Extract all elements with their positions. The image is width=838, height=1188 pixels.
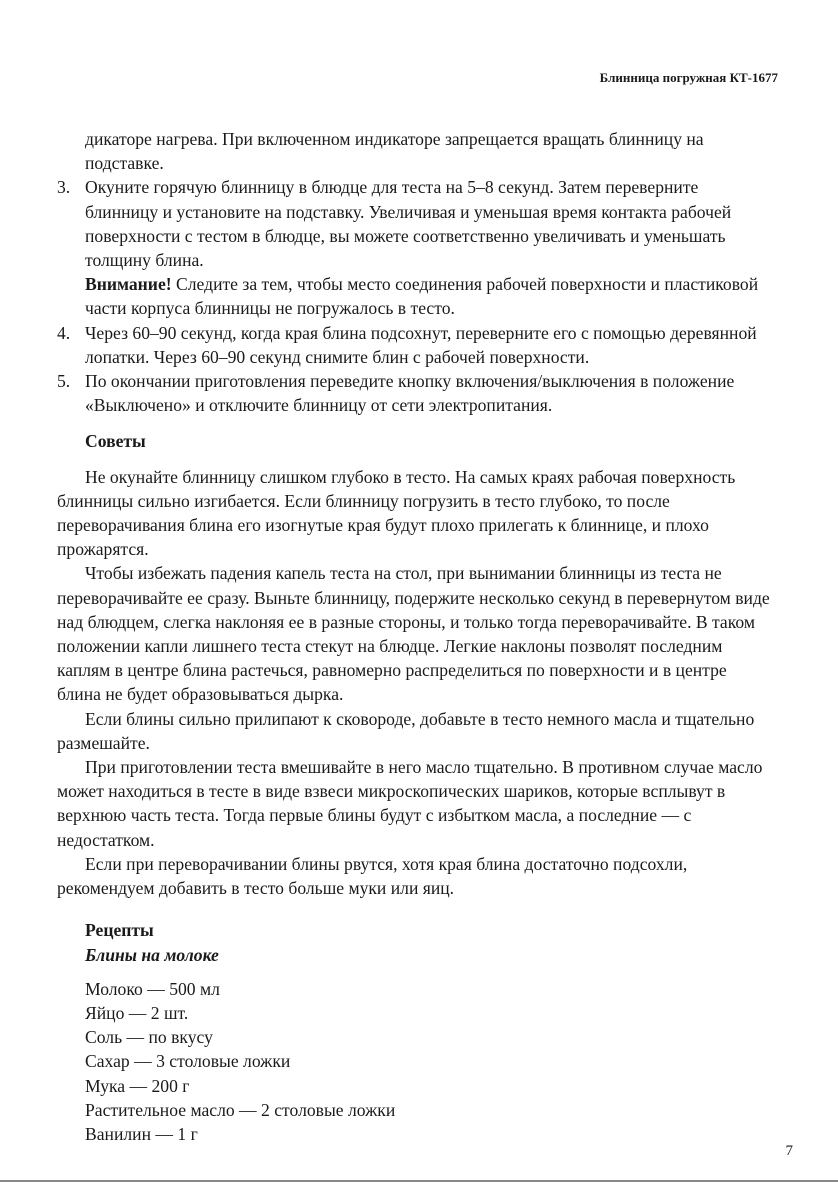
bottom-rule: [0, 1180, 838, 1182]
warning-note: [57, 272, 771, 320]
ingredient-item: Растительное масло — 2 столовые ложки: [85, 1099, 396, 1120]
warning-text: Следите за тем, чтобы место соединения рабочей поверхности и пластиковой части корпуса блинницы не погружалось в тесто.: [85, 274, 759, 319]
step-text: Окуните горячую блинницу в блюдце для теста на 5–8 секунд. Затем переверните блинницу и установите на подставку. Увеличивая и уменьшая время контакта рабочей поверхности с тестом в блюдце, вы можете соответственно увеличивать и уменьшать толщину блина.: [85, 177, 732, 271]
ingredient-item: Ванилин — 1 г: [85, 1123, 198, 1144]
step-number: 3.: [57, 177, 71, 198]
ingredient-item: Сахар — 3 столовые ложки: [85, 1051, 291, 1072]
step-number: 4.: [57, 322, 71, 343]
step-text: По окончании приготовления переведите кнопку включения/выключения в положение «Выключено» и отключите блинницу от сети электропитания.: [85, 371, 735, 416]
ingredient-item: Молоко — 500 мл: [85, 978, 220, 999]
step-number: 5.: [57, 371, 71, 392]
intro-continuation: дикаторе нагрева. При включенном индикаторе запрещается вращать блинницу на подставке.: [85, 129, 704, 174]
running-header: Блинница погружная КТ-1677: [599, 70, 778, 85]
step-item: [57, 175, 771, 272]
tips-paragraph: Не окунайте блинницу слишком глубоко в тесто. На самых краях рабочая поверхность блинницы сильно изгибается. Если блинницу погрузить в тесто глубоко, то после переворачивания блина его изогнутые края будут плохо прилегать к блиннице, и плохо прожарятся.: [57, 466, 736, 560]
tips-paragraph: При приготовлении теста вмешивайте в него масло тщательно. В противном случае масло может находиться в тесте в виде взвеси микроскопических шариков, которые всплывут в верхнюю часть теста. Тогда первые блины будут с избытком масла, а последние — с недостатком.: [57, 757, 763, 850]
ingredient-item: Яйцо — 2 шт.: [85, 1002, 189, 1023]
step-item: [57, 321, 771, 369]
tips-paragraph: Если блины сильно прилипают к сковороде, добавьте в тесто немного масла и тщательно размешайте.: [57, 708, 755, 753]
ingredient-item: Соль — по вкусу: [85, 1027, 213, 1048]
recipes-heading: Рецепты: [85, 920, 154, 941]
step-item: [57, 369, 771, 417]
ingredient-item: Мука — 200 г: [85, 1075, 190, 1096]
ingredients-list: [57, 977, 771, 1146]
tips-paragraph: Если при переворачивании блины рвутся, хотя края блина достаточно подсохли, рекомендуем добавить в тесто больше муки или яиц.: [57, 853, 688, 899]
recipe-title: Блины на молоке: [85, 944, 219, 965]
page-content: [57, 127, 771, 1146]
step-text: Через 60–90 секунд, когда края блина подсохнут, переверните его с помощью деревянной лопатки. Через 60–90 секунд снимите блин с рабочей поверхности.: [85, 322, 757, 367]
tips-heading: Советы: [85, 431, 146, 452]
tips-paragraph: Чтобы избежать падения капель теста на стол, при вынимании блинницы из теста не переворачивайте ее сразу. Выньте блинницу, подержите несколько секунд в перевернутом виде над блюдцем, слегка наклоняя ее в разные стороны, и только тогда переворачивайте. В таком положении капли лишнего теста стекут на блюдце. Легкие наклоны позволят последним каплям в центре блина растечься, равномерно распределиться по поверхности и в центре блина не будет образовываться дырка.: [57, 563, 770, 705]
steps-list: [57, 175, 771, 417]
page-number: 7: [785, 1143, 793, 1159]
warning-label: Внимание!: [85, 274, 172, 295]
